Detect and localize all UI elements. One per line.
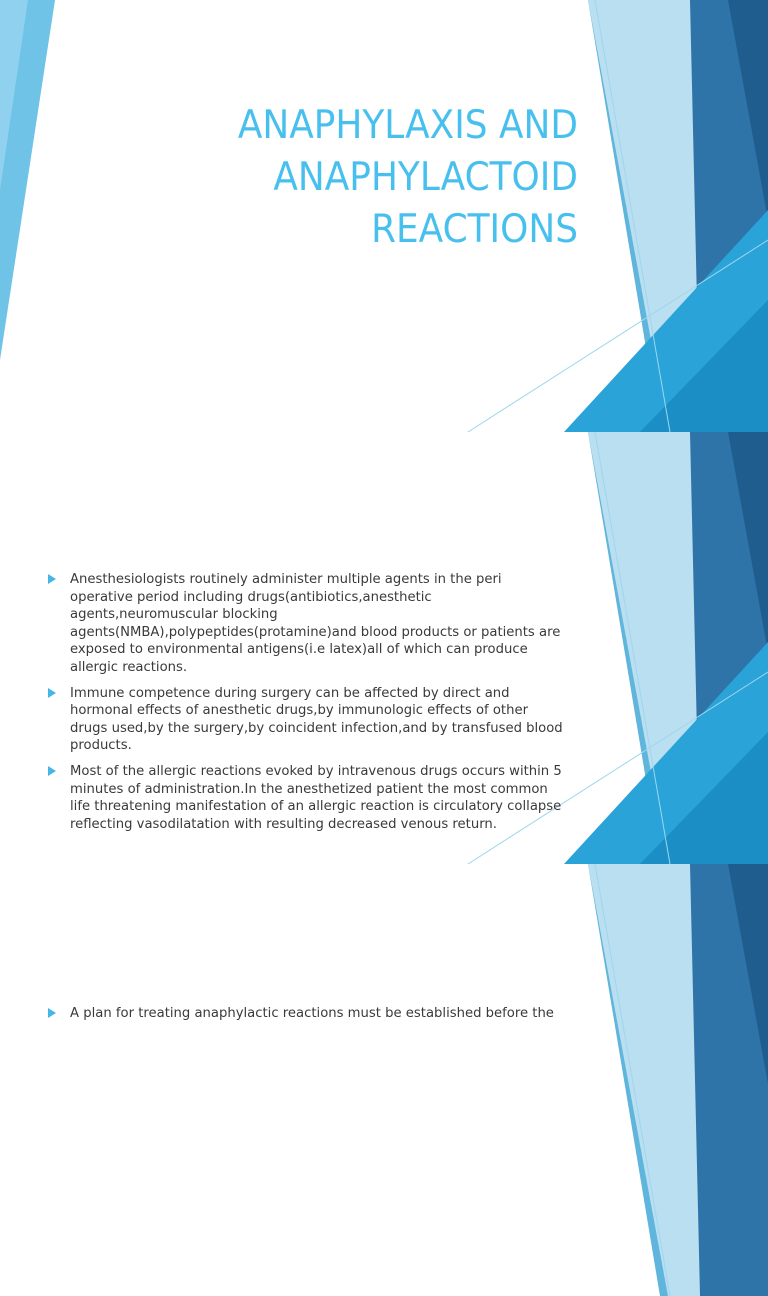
title-line-2: ANAPHYLACTOID: [273, 155, 578, 200]
bullet-text: Anesthesiologists routinely administer multiple agents in the peri operative period including drugs(antibiotics,anesthetic agents,neuromuscular blocking agents(NMBA),polypeptides(protamine)and blood products or patients are exposed to environmental antigens(i.e latex)all of which can produce allergic reactions.: [70, 572, 561, 675]
bullet-arrow-icon: [48, 574, 56, 584]
title-line-3: REACTIONS: [371, 207, 578, 252]
bullet-list: [48, 1005, 568, 1031]
title-line-1: ANAPHYLAXIS AND: [237, 103, 579, 148]
bullet-text: A plan for treating anaphylactic reactions must be established before the: [70, 1006, 554, 1021]
bullet-arrow-icon: [48, 766, 56, 776]
bullet-item: [48, 571, 568, 677]
bullet-text: Immune competence during surgery can be affected by direct and hormonal effects of anesthetic drugs,by immunologic effects of other drugs used,by the surgery,by coincident infection,and by transfused blood products.: [70, 685, 563, 754]
bullet-item: [48, 1005, 568, 1023]
decorative-facets: [0, 864, 768, 1296]
bullet-list: [48, 571, 568, 841]
bullet-text: Most of the allergic reactions evoked by intravenous drugs occurs within 5 minutes of administration.In the anesthetized patient the most common life threatening manifestation of an allergic reaction is circulatory collapse reflecting vasodilatation with resulting decreased venous return.: [70, 763, 562, 832]
slide-3: [0, 864, 768, 1296]
slide-title: [192, 100, 578, 256]
bullet-arrow-icon: [48, 1008, 56, 1018]
slide-2: [0, 432, 768, 864]
slide-1: [0, 0, 768, 432]
bullet-item: [48, 763, 568, 833]
bullet-item: [48, 685, 568, 755]
bullet-arrow-icon: [48, 688, 56, 698]
